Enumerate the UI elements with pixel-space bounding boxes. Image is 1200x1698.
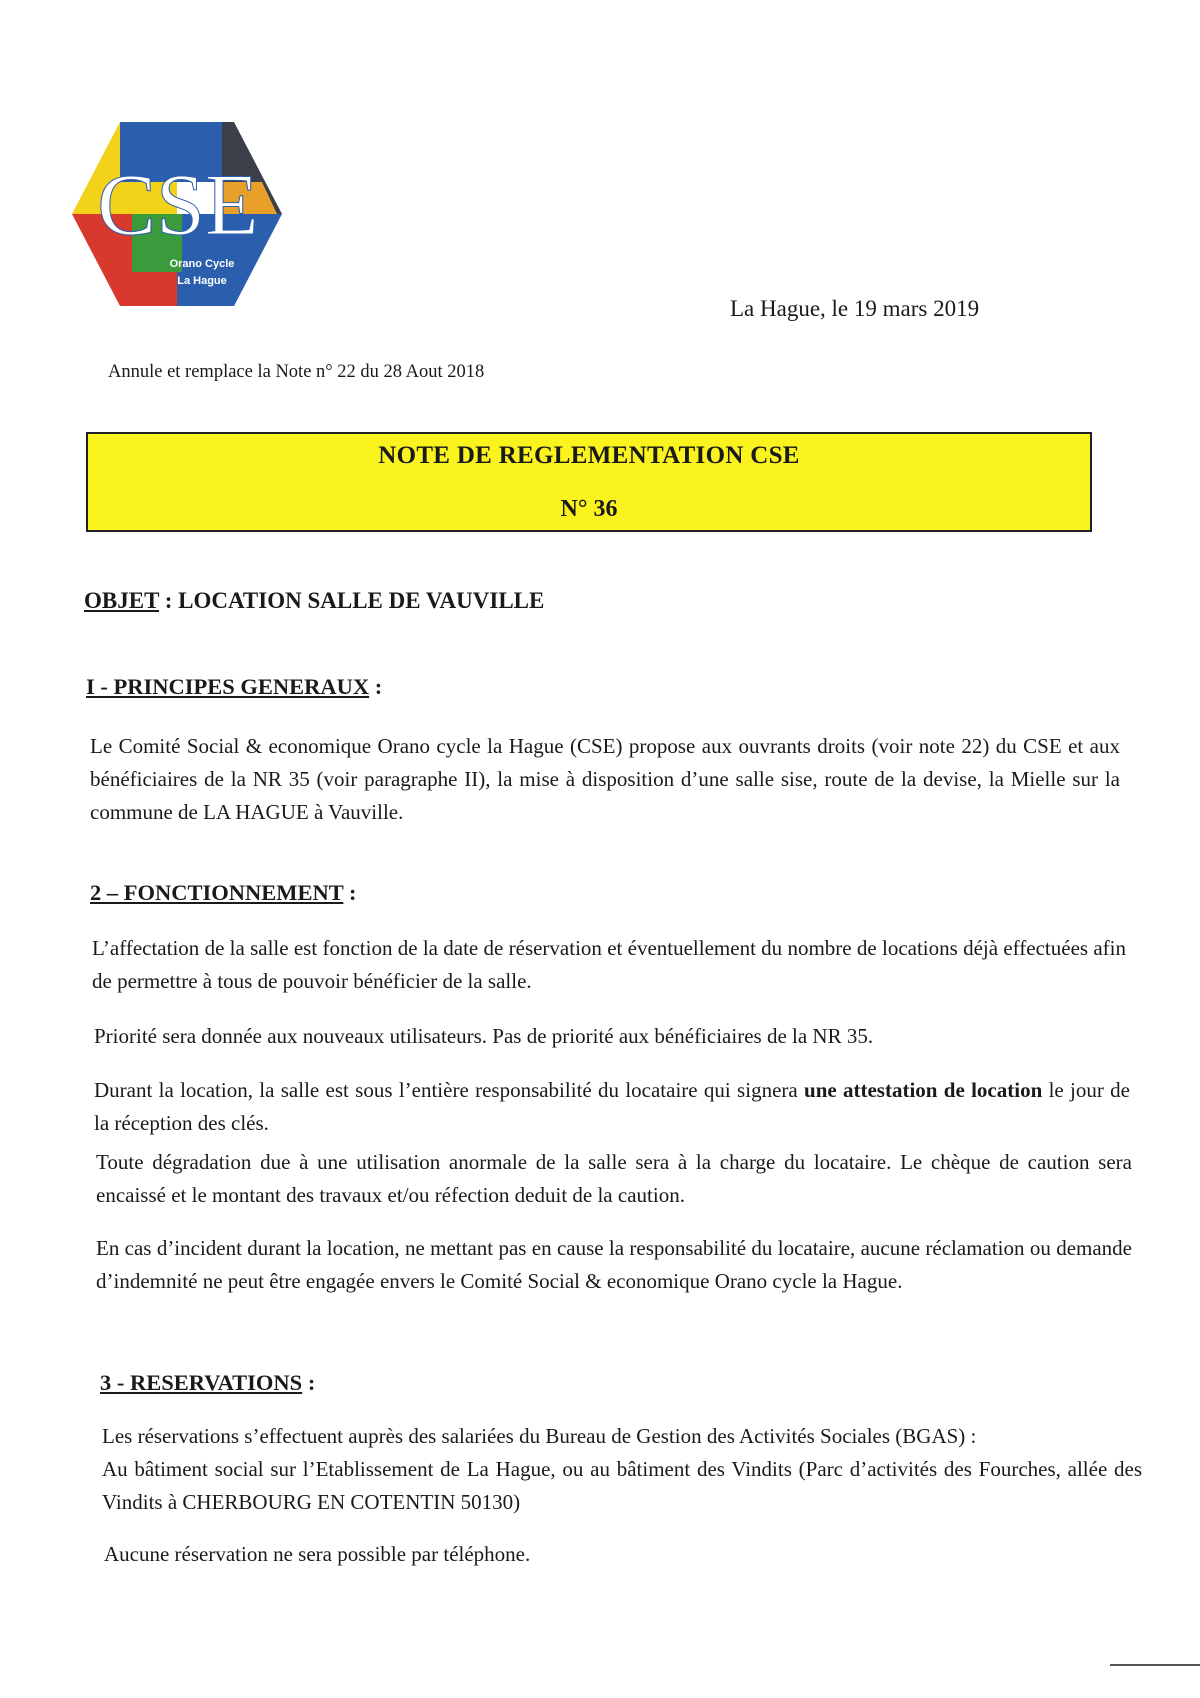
section-3-intro-line: Les réservations s’effectuent auprès des salariées du Bureau de Gestion des Activités Sociales (BGAS) :	[102, 1424, 977, 1448]
section-1-heading	[86, 674, 382, 700]
section-3-locations: Au bâtiment social sur l’Etablissement de La Hague, ou au bâtiment des Vindits (Parc d’activités des Fourches, allée des Vindits à CHERBOURG EN COTENTIN 50130)	[102, 1457, 1142, 1514]
section-1-paragraph: Le Comité Social & economique Orano cycle la Hague (CSE) propose aux ouvrants droits (voir note 22) du CSE et aux bénéficiaires de la NR 35 (voir paragraphe II), la mise à disposition d’une salle sise, route de la devise, la Mielle sur la commune de LA HAGUE à Vauville.	[90, 734, 1120, 824]
section-2-paragraph-2: Priorité sera donnée aux nouveaux utilisateurs. Pas de priorité aux bénéficiaires de la NR 35.	[94, 1024, 874, 1048]
document-number: N° 36	[560, 496, 618, 522]
logo-line2: La Hague	[177, 275, 227, 287]
section-1-title: I - PRINCIPES GENERAUX	[86, 674, 370, 699]
attestation-text-before: Durant la location, la salle est sous l’entière responsabilité du locataire qui signera	[94, 1078, 805, 1102]
cse-logo-icon	[72, 122, 282, 306]
section-3-title: 3 - RESERVATIONS	[100, 1370, 303, 1395]
section-1-colon: :	[369, 674, 383, 699]
attestation-text-after: le jour de la réception des clés.	[94, 1078, 1130, 1135]
bottom-rule	[1110, 1664, 1200, 1666]
section-3-paragraph-2: Aucune réservation ne sera possible par téléphone.	[104, 1542, 531, 1566]
date-line: La Hague, le 19 mars 2019	[730, 296, 980, 321]
title-box	[86, 432, 1092, 532]
objet-label: OBJET	[84, 588, 159, 613]
replaces-note-line: Annule et remplace la Note n° 22 du 28 Aout 2018	[108, 362, 485, 382]
section-2-paragraph-3	[94, 1074, 1130, 1140]
section-3-paragraph-1	[102, 1420, 1142, 1519]
section-2-paragraph-1: L’affectation de la salle est fonction de la date de réservation et éventuellement du nombre de locations déjà effectuées afin de permettre à tous de pouvoir bénéficier de la salle.	[92, 936, 1126, 993]
section-3-colon: :	[302, 1370, 316, 1395]
cse-logo	[72, 122, 282, 306]
section-2-title: 2 – FONCTIONNEMENT	[90, 880, 344, 905]
document-title: NOTE DE REGLEMENTATION CSE	[378, 442, 800, 469]
objet-separator: :	[159, 588, 179, 613]
section-2-colon: :	[343, 880, 357, 905]
section-2-heading	[90, 880, 356, 906]
section-2-paragraph-4: Toute dégradation due à une utilisation anormale de la salle sera à la charge du locataire. Le chèque de caution sera encaissé et le montant des travaux et/ou réfection deduit de la caution.	[96, 1150, 1132, 1207]
section-2-paragraph-5: En cas d’incident durant la location, ne mettant pas en cause la responsabilité du locataire, aucune réclamation ou demande d’indemnité ne peut être engagée envers le Comité Social & economique Orano cycle la Hague.	[96, 1236, 1132, 1293]
attestation-emphasis: une attestation de location	[804, 1078, 1043, 1102]
objet-value: LOCATION SALLE DE VAUVILLE	[178, 588, 545, 613]
logo-text: CSE	[97, 157, 259, 254]
section-3-heading	[100, 1370, 315, 1396]
objet-line	[84, 588, 544, 614]
logo-line1: Orano Cycle	[169, 258, 235, 270]
